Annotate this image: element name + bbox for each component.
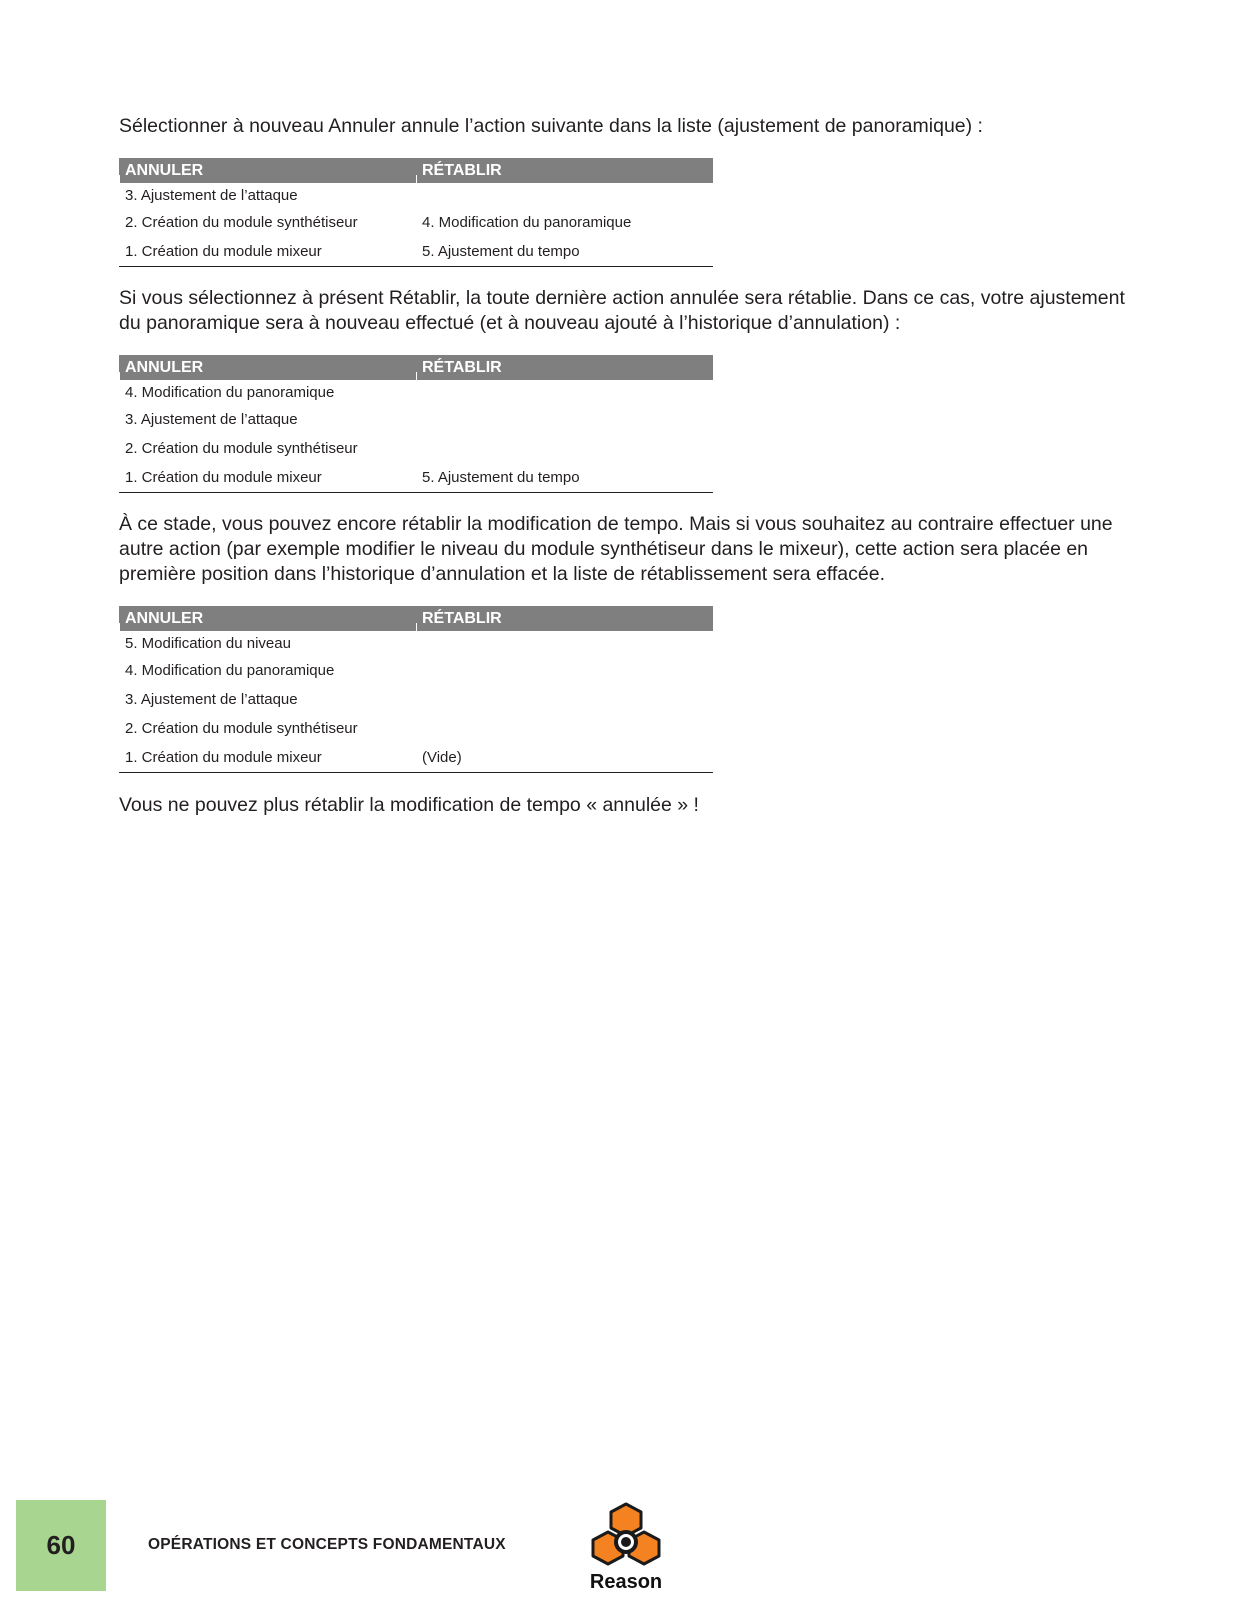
table-row xyxy=(119,463,713,493)
undo-column-header: ANNULER xyxy=(119,606,416,631)
logo-text: Reason xyxy=(589,1571,663,1593)
page-number: 60 xyxy=(46,1530,76,1560)
table-row xyxy=(119,380,713,405)
table-row xyxy=(119,405,713,434)
undo-cell: 2. Création du module synthétiseur xyxy=(125,720,358,737)
undo-column-header: ANNULER xyxy=(119,355,416,380)
chapter-title: OPÉRATIONS ET CONCEPTS FONDAMENTAUX xyxy=(148,1536,506,1553)
undo-cell: 3. Ajustement de l’attaque xyxy=(125,187,298,204)
redo-cell: 4. Modification du panoramique xyxy=(422,214,632,231)
undo-redo-table-2 xyxy=(119,355,713,493)
intro-paragraph: Sélectionner à nouveau Annuler annule l’action suivante dans la liste (ajustement de panoramique) : xyxy=(119,115,983,137)
redo-cell xyxy=(416,405,713,434)
table-row xyxy=(119,183,713,208)
table-row xyxy=(119,656,713,685)
redo-paragraph: Si vous sélectionnez à présent Rétablir, la toute dernière action annulée sera rétablie. Dans ce cas, votre ajustement du panoramique sera à nouveau effectué (et à nouveau ajouté à l’historique d’annulation) : xyxy=(119,287,1125,334)
redo-column-header: RÉTABLIR xyxy=(416,158,713,183)
undo-cell: 1. Création du module mixeur xyxy=(125,749,322,766)
undo-redo-table-1 xyxy=(119,158,713,267)
reason-logo-icon xyxy=(588,1501,664,1577)
reason-logo xyxy=(588,1501,664,1595)
redo-cell xyxy=(416,631,713,656)
new-action-paragraph: À ce stade, vous pouvez encore rétablir la modification de tempo. Mais si vous souhaitez au contraire effectuer une autre action (par exemple modifier le niveau du module synthétiseur dans le mixeur), cette action sera placée en première position dans l’historique d’annulation et la liste de rétablissement sera effacée. xyxy=(119,513,1113,585)
undo-cell: 1. Création du module mixeur xyxy=(125,469,322,486)
table-row xyxy=(119,208,713,237)
redo-cell xyxy=(416,434,713,463)
undo-redo-table-3 xyxy=(119,606,713,773)
undo-cell: 4. Modification du panoramique xyxy=(125,384,335,401)
undo-cell: 5. Modification du niveau xyxy=(125,635,291,652)
undo-cell: 3. Ajustement de l’attaque xyxy=(125,411,298,428)
table-row xyxy=(119,237,713,267)
undo-cell: 4. Modification du panoramique xyxy=(125,662,335,679)
table-row xyxy=(119,685,713,714)
undo-cell: 2. Création du module synthétiseur xyxy=(125,214,358,231)
redo-cell: 5. Ajustement du tempo xyxy=(422,243,580,260)
table-row xyxy=(119,714,713,743)
redo-column-header: RÉTABLIR xyxy=(416,355,713,380)
table-row xyxy=(119,631,713,656)
redo-cell xyxy=(416,714,713,743)
redo-cell xyxy=(416,685,713,714)
redo-cell xyxy=(416,183,713,208)
redo-cell xyxy=(416,656,713,685)
undo-cell: 1. Création du module mixeur xyxy=(125,243,322,260)
undo-cell: 2. Création du module synthétiseur xyxy=(125,440,358,457)
redo-cell xyxy=(416,380,713,405)
table-row xyxy=(119,743,713,773)
redo-cell: 5. Ajustement du tempo xyxy=(422,469,580,486)
undo-cell: 3. Ajustement de l’attaque xyxy=(125,691,298,708)
redo-column-header: RÉTABLIR xyxy=(416,606,713,631)
table-row xyxy=(119,434,713,463)
conclusion-paragraph: Vous ne pouvez plus rétablir la modification de tempo « annulée » ! xyxy=(119,794,699,816)
undo-column-header: ANNULER xyxy=(119,158,416,183)
redo-cell: (Vide) xyxy=(422,749,462,766)
